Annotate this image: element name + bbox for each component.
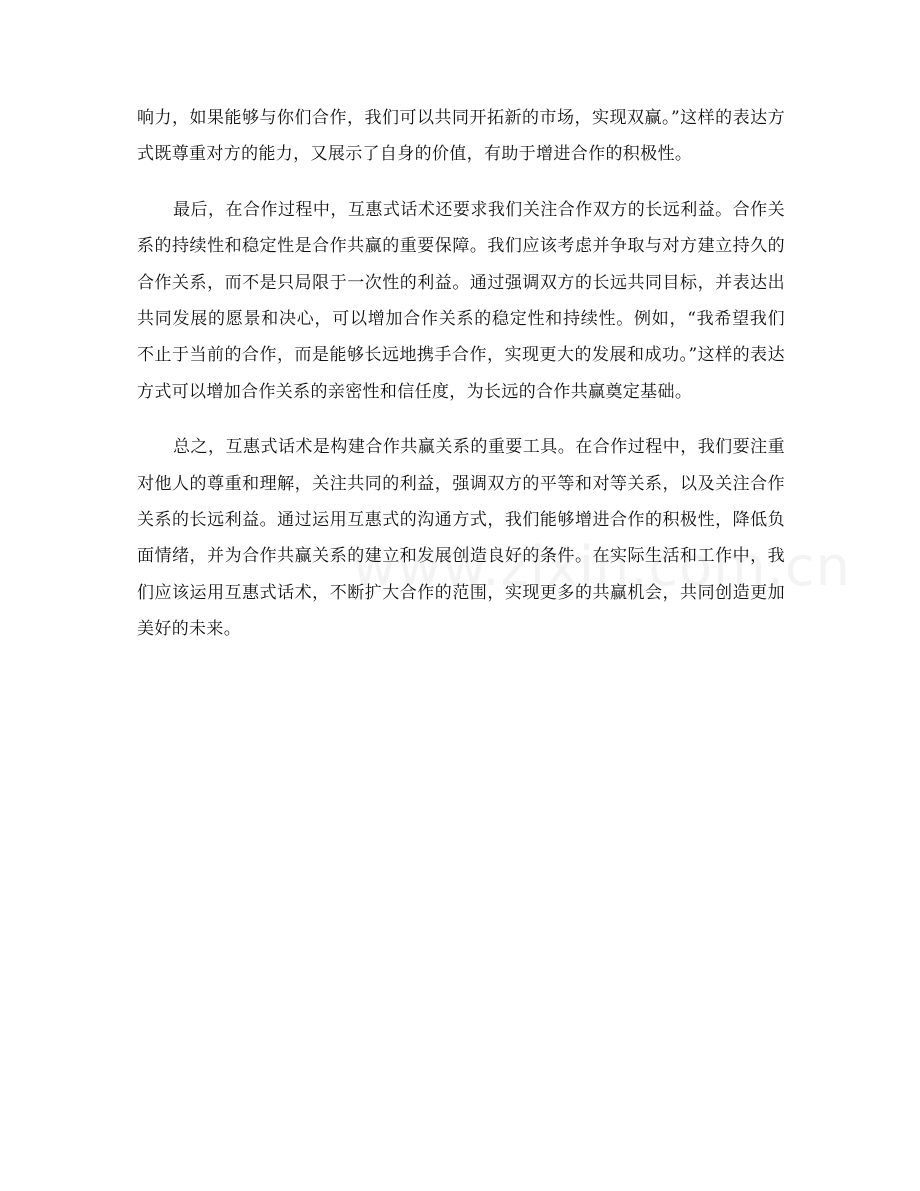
paragraph-1: 响力，如果能够与你们合作，我们可以共同开拓新的市场，实现双赢。”这样的表达方式既尊重对方的能力，又展示了自身的价值，有助于增进合作的积极性。 bbox=[137, 108, 785, 165]
document-body bbox=[137, 100, 785, 648]
paragraph-3: 总之，互惠式话术是构建合作共赢关系的重要工具。在合作过程中，我们要注重对他人的尊重和理解，关注共同的利益，强调双方的平等和对等关系，以及关注合作关系的长远利益。通过运用互惠式的沟通方式，我们能够增进合作的积极性，降低负面情绪，并为合作共赢关系的建立和发展创造良好的条件。在实际生活和工作中，我们应该运用互惠式话术，不断扩大合作的范围，实现更多的共赢机会，共同创造更加美好的未来。 bbox=[137, 437, 785, 640]
paragraph-2: 最后，在合作过程中，互惠式话术还要求我们关注合作双方的长远利益。合作关系的持续性和稳定性是合作共赢的重要保障。我们应该考虑并争取与对方建立持久的合作关系，而不是只局限于一次性的利益。通过强调双方的长远共同目标，并表达出共同发展的愿景和决心，可以增加合作关系的稳定性和持续性。例如，“我希望我们不止于当前的合作，而是能够长远地携手合作，实现更大的发展和成功。”这样的表达方式可以增加合作关系的亲密性和信任度，为长远的合作共赢奠定基础。 bbox=[137, 199, 785, 402]
